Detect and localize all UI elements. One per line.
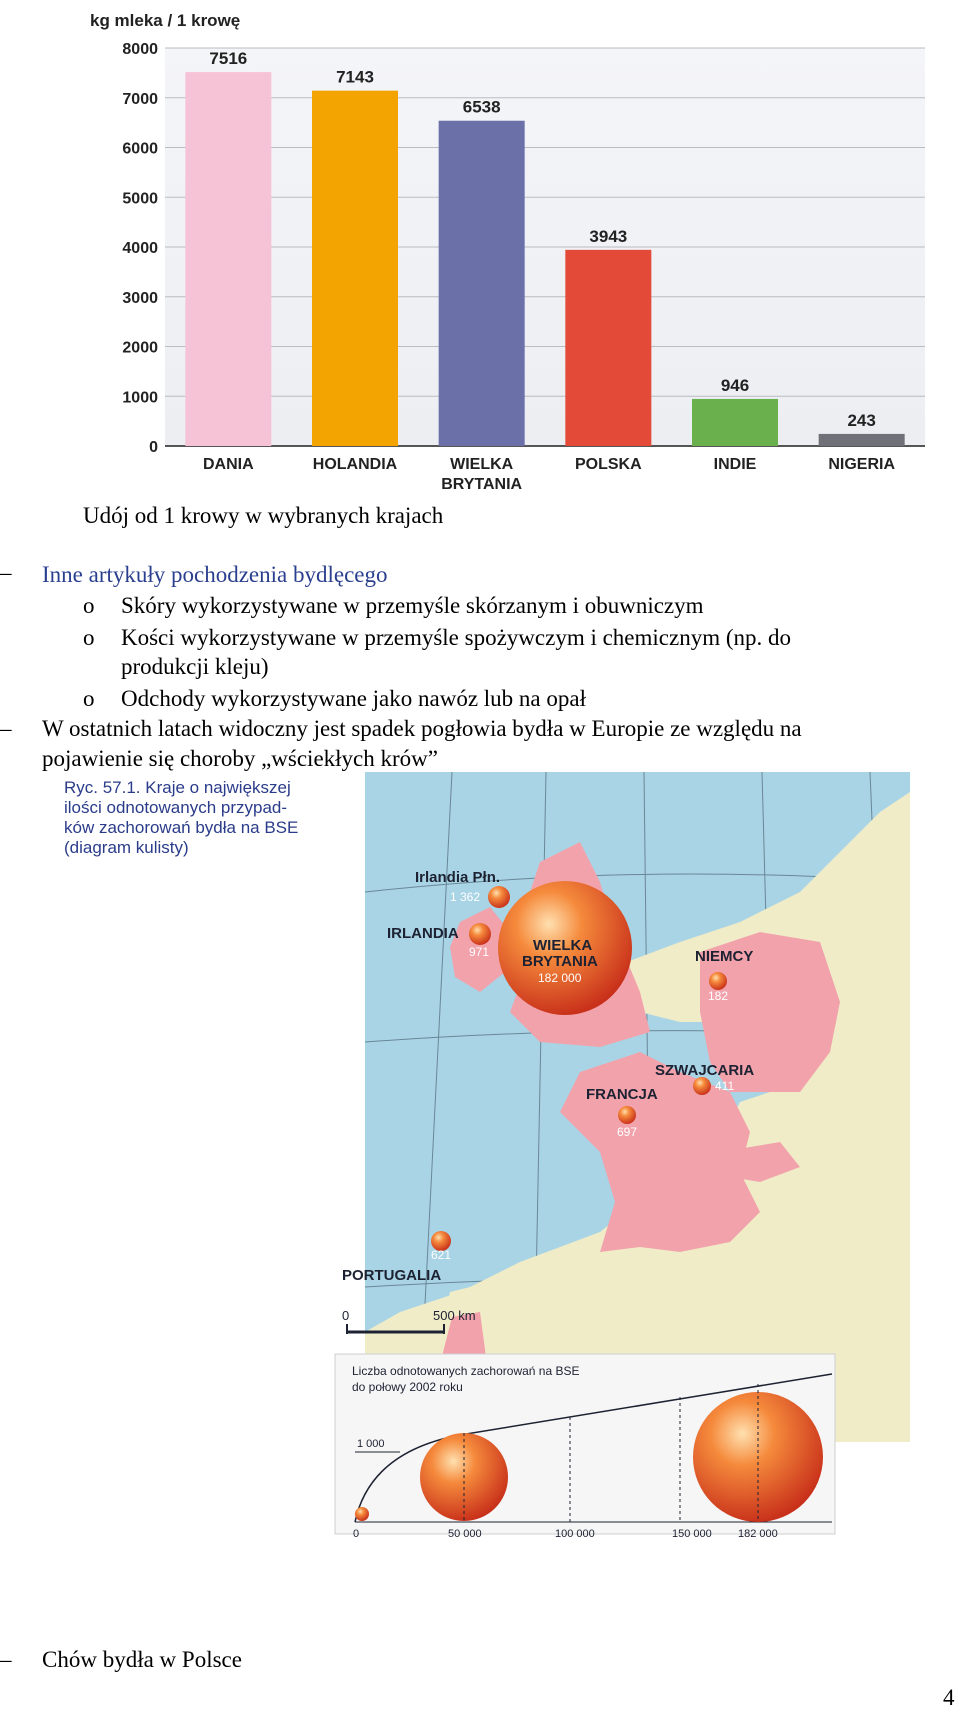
sub-bullet: o xyxy=(83,625,95,650)
value-label: 6538 xyxy=(462,97,501,117)
x-tick-label: NIGERIA xyxy=(828,456,896,473)
value-label: 7143 xyxy=(336,67,374,87)
y-axis-label: kg mleka / 1 krowę xyxy=(90,11,241,30)
x-tick-label: POLSKA xyxy=(574,456,642,473)
sub-item-skins: Skóry wykorzystywane w przemyśle skórzanym i obuwniczym xyxy=(121,593,704,618)
value-label: 946 xyxy=(720,375,750,395)
y-tick-label: 7000 xyxy=(122,90,158,108)
legend-sphere-small xyxy=(355,1507,369,1521)
legend-tick: 100 000 xyxy=(555,1528,595,1540)
bar xyxy=(312,91,398,446)
legend-tick: 150 000 xyxy=(672,1528,712,1540)
legend-title: Liczba odnotowanych zachorowań na BSE xyxy=(352,1364,580,1378)
sub-bullet: o xyxy=(83,593,95,618)
list-item-bse-cont: pojawienie się choroby „wściekłych krów” xyxy=(42,746,438,771)
label-france: FRANCJA xyxy=(586,1086,658,1103)
legend-y-label: 1 000 xyxy=(357,1438,385,1450)
value-france: 697 xyxy=(617,1125,638,1139)
bar xyxy=(819,434,905,446)
y-tick-label: 2000 xyxy=(122,339,158,357)
bubble-france xyxy=(618,1106,636,1124)
bubble-ireland xyxy=(469,923,491,945)
label-gb-2: BRYTANIA xyxy=(522,953,598,970)
x-tick-label: WIELKA xyxy=(450,456,514,473)
milk-yield-bar-chart xyxy=(0,0,960,500)
list-item-other-products: Inne artykuły pochodzenia bydlęcego xyxy=(42,562,388,587)
x-tick-label: HOLANDIA xyxy=(312,456,398,473)
bubble-northern-ireland xyxy=(488,886,510,908)
value-label: 243 xyxy=(847,410,876,430)
label-switzerland: SZWAJCARIA xyxy=(655,1062,755,1079)
label-gb-1: WIELKA xyxy=(533,937,593,954)
list-dash: – xyxy=(0,716,12,741)
value-germany: 182 xyxy=(708,989,729,1003)
y-tick-label: 6000 xyxy=(122,140,158,158)
legend-tick: 50 000 xyxy=(448,1528,482,1540)
sub-item-manure: Odchody wykorzystywane jako nawóz lub na opał xyxy=(121,686,586,711)
bse-map-figure xyxy=(40,772,910,1642)
scale-label: 500 km xyxy=(433,1308,476,1323)
chart-caption: Udój od 1 krowy w wybranych krajach xyxy=(83,503,444,528)
value-label: 3943 xyxy=(589,226,628,246)
list-item-cattle-poland: Chów bydła w Polsce xyxy=(42,1647,242,1672)
bubble-switzerland xyxy=(693,1077,711,1095)
page-number: 4 xyxy=(943,1685,955,1710)
legend-tick: 0 xyxy=(353,1528,360,1540)
bar xyxy=(692,399,778,446)
x-tick-label: DANIA xyxy=(202,456,254,473)
value-great-britain: 182 000 xyxy=(538,971,582,985)
sub-item-bones-cont: produkcji kleju) xyxy=(121,654,269,679)
value-label: 7516 xyxy=(209,49,248,69)
scale-zero: 0 xyxy=(342,1308,350,1323)
legend-tick: 182 000 xyxy=(738,1528,778,1540)
list-dash: – xyxy=(0,560,12,585)
value-switzerland: 411 xyxy=(715,1079,735,1093)
y-tick-label: 3000 xyxy=(122,289,158,307)
sub-bullet: o xyxy=(83,686,95,711)
bse-map xyxy=(40,772,910,1642)
x-tick-label: BRYTANIA xyxy=(441,476,523,493)
figure-caption: Ryc. 57.1. Kraje o największej ilości odnotowanych przypad- ków zachorowań bydła na BSE (diagram kulisty) xyxy=(64,778,299,857)
bubble-germany xyxy=(709,972,727,990)
y-tick-label: 4000 xyxy=(122,240,158,257)
bar xyxy=(185,72,271,446)
value-ireland: 971 xyxy=(469,945,490,959)
bar xyxy=(565,250,651,446)
x-tick-label: INDIE xyxy=(713,456,757,473)
label-portugal: PORTUGALIA xyxy=(342,1267,442,1284)
label-germany: NIEMCY xyxy=(695,948,754,965)
y-tick-label: 0 xyxy=(149,439,158,456)
sub-item-bones: Kości wykorzystywane w przemyśle spożywczym i chemicznym (np. do xyxy=(121,625,792,650)
list-dash: – xyxy=(0,1647,12,1672)
label-northern-ireland: Irlandia Płn. xyxy=(415,869,501,886)
y-tick-label: 8000 xyxy=(122,41,158,58)
label-ireland: IRLANDIA xyxy=(387,925,459,942)
value-portugal: 621 xyxy=(431,1248,452,1262)
value-northern-ireland: 1 362 xyxy=(450,890,481,904)
legend-subtitle: do połowy 2002 roku xyxy=(352,1380,463,1394)
list-item-bse: W ostatnich latach widoczny jest spadek pogłowia bydła w Europie ze względu na xyxy=(42,716,802,741)
y-tick-label: 1000 xyxy=(122,389,158,407)
y-tick-label: 5000 xyxy=(122,190,158,208)
bar xyxy=(439,121,525,446)
